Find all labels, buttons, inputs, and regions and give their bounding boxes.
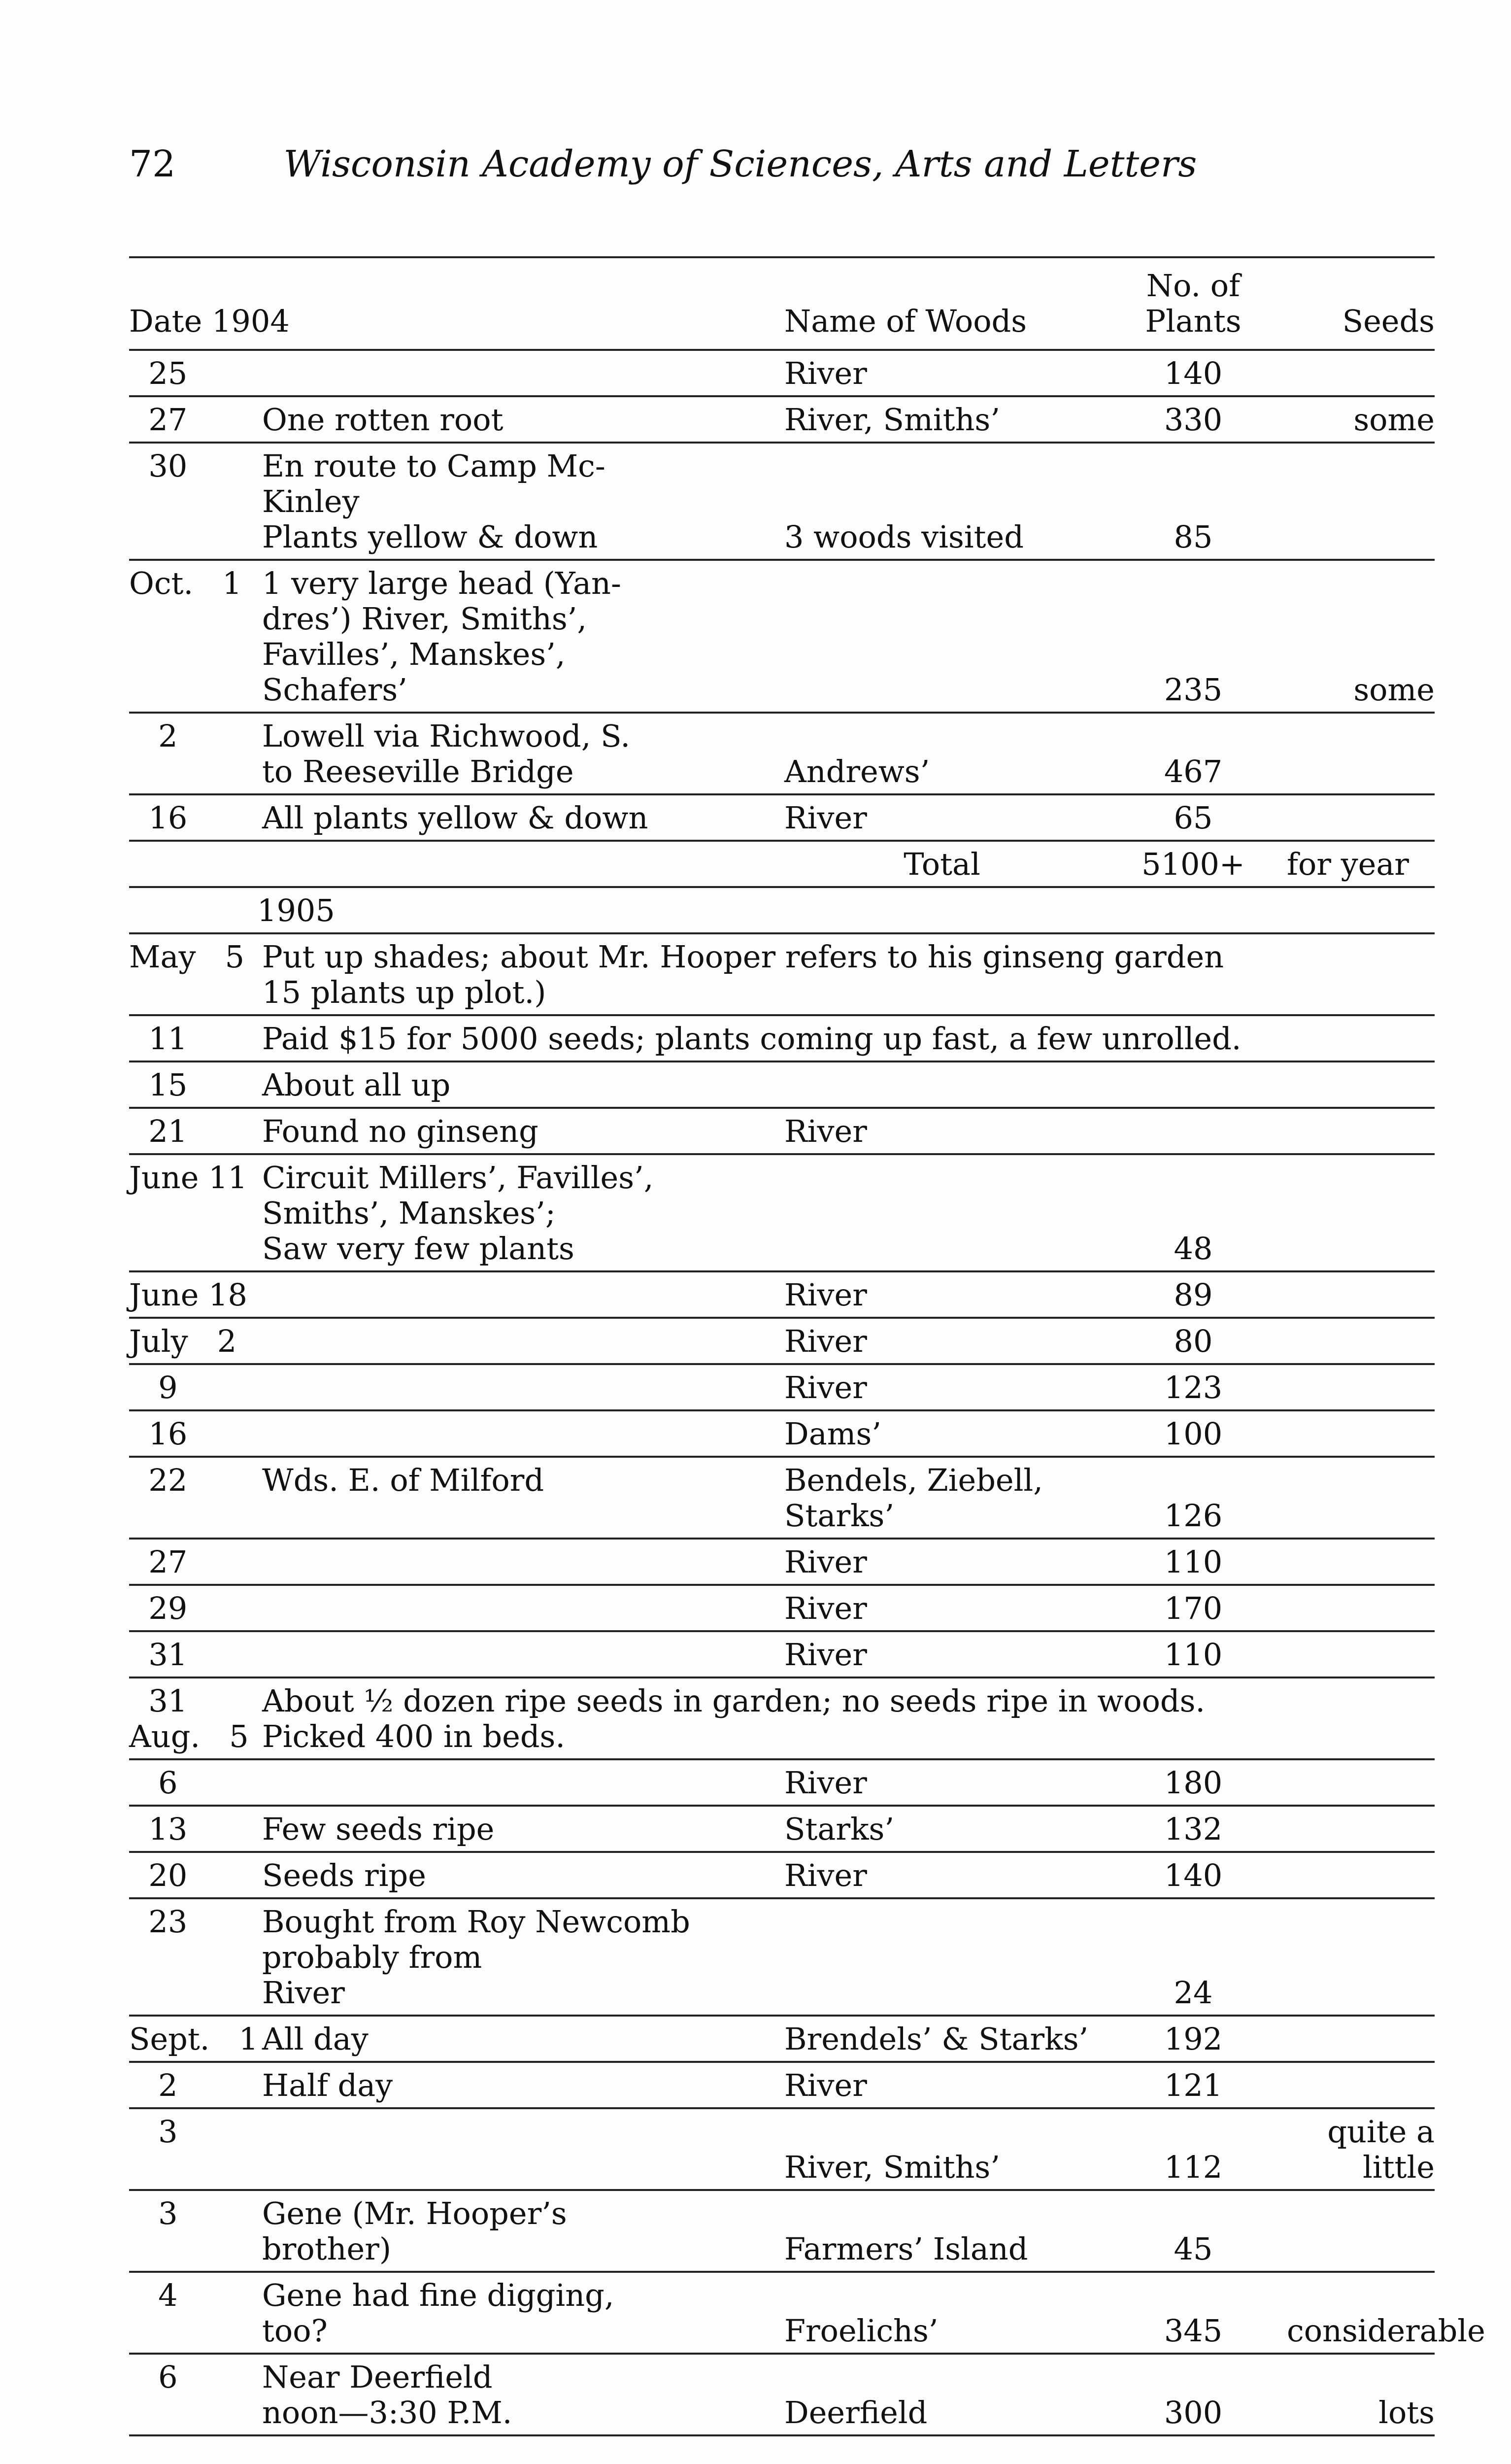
table-row bbox=[129, 2273, 1485, 2355]
row-date: 21 bbox=[129, 1113, 188, 1149]
row-date: 2 bbox=[129, 718, 178, 754]
row-date: 15 bbox=[129, 1067, 188, 1103]
row-note: Wds. E. of Milford bbox=[262, 1462, 544, 1498]
row-woods: Starks’ bbox=[784, 1811, 895, 1847]
row-plants: 345 bbox=[1164, 2313, 1223, 2349]
row-woods: 3 woods visited bbox=[784, 519, 1024, 555]
table-row bbox=[129, 1678, 1435, 1760]
col-plants: No. of Plants bbox=[1145, 268, 1242, 339]
row-date: 22 bbox=[129, 1462, 188, 1498]
row-woods: River, Smiths’ bbox=[784, 402, 1000, 438]
row-woods: River bbox=[784, 1765, 867, 1801]
row-plants: 80 bbox=[1174, 1323, 1213, 1359]
span-rows-1905b bbox=[129, 1678, 1435, 1760]
col-seeds: Seeds bbox=[1342, 303, 1435, 339]
table-row bbox=[129, 2355, 1435, 2436]
row-plants: 140 bbox=[1164, 1857, 1223, 1893]
row-note: Half day bbox=[262, 2067, 393, 2103]
table-row bbox=[129, 2191, 1435, 2273]
row-seeds: for year bbox=[1287, 846, 1409, 882]
row-woods: River bbox=[784, 1857, 867, 1893]
row-woods: River bbox=[784, 1590, 867, 1626]
row-plants: 5100+ bbox=[1142, 846, 1245, 882]
row-date: 31 Aug. 5 bbox=[129, 1683, 249, 1754]
row-date: 16 bbox=[129, 1416, 188, 1452]
table-row bbox=[129, 1062, 1435, 1109]
row-woods: Froelichs’ bbox=[784, 2313, 939, 2349]
table-row bbox=[129, 1272, 1435, 1319]
ginseng-table bbox=[129, 256, 1485, 2436]
row-date: 13 bbox=[129, 1811, 188, 1847]
col-woods: Name of Woods bbox=[784, 303, 1027, 339]
row-plants: 467 bbox=[1164, 753, 1223, 789]
row-woods: River, Smiths’ bbox=[784, 2149, 1000, 2185]
table-row bbox=[129, 1540, 1435, 1586]
page-number: 72 bbox=[129, 143, 176, 185]
row-seeds: some bbox=[1353, 672, 1435, 708]
row-plants: 121 bbox=[1164, 2067, 1223, 2103]
row-text: About all up bbox=[262, 1067, 451, 1103]
row-text: Put up shades; about Mr. Hooper refers to his ginseng garden 15 plants up plot.) bbox=[262, 939, 1224, 1010]
row-plants: 235 bbox=[1164, 672, 1223, 708]
table-row bbox=[129, 397, 1435, 444]
row-plants: 110 bbox=[1164, 1544, 1223, 1580]
column-headers bbox=[129, 258, 1435, 351]
row-date: 27 bbox=[129, 402, 188, 438]
table-row bbox=[129, 1411, 1435, 1458]
row-woods: Total bbox=[904, 846, 980, 882]
row-date: July 2 bbox=[129, 1323, 237, 1359]
row-woods: Farmers’ Island bbox=[784, 2231, 1028, 2267]
row-date: June 11 bbox=[129, 1160, 248, 1196]
row-date: 16 bbox=[129, 800, 188, 836]
row-plants: 89 bbox=[1174, 1277, 1213, 1313]
table-row bbox=[129, 1155, 1435, 1272]
row-plants: 48 bbox=[1174, 1231, 1213, 1266]
row-plants: 100 bbox=[1164, 1416, 1223, 1452]
row-note: All plants yellow & down bbox=[262, 800, 648, 836]
row-text: Paid $15 for 5000 seeds; plants coming up fast, a few unrolled. bbox=[262, 1021, 1242, 1057]
row-woods: River bbox=[784, 1113, 867, 1149]
year-row bbox=[129, 888, 1435, 934]
row-plants: 65 bbox=[1174, 800, 1213, 836]
row-woods: Dams’ bbox=[784, 1416, 881, 1452]
table-row bbox=[129, 1760, 1435, 1807]
row-seeds: considerable bbox=[1287, 2313, 1485, 2349]
row-woods: River bbox=[784, 1277, 867, 1313]
row-plants: 45 bbox=[1174, 2231, 1213, 2267]
row-note: Seeds ripe bbox=[262, 1857, 426, 1893]
row-note: Circuit Millers’, Favilles’, Smiths’, Manskes’; Saw very few plants bbox=[262, 1160, 654, 1266]
row-plants: 112 bbox=[1164, 2149, 1223, 2185]
table-row bbox=[129, 1632, 1435, 1678]
page-header bbox=[129, 143, 1197, 185]
row-plants: 192 bbox=[1164, 2021, 1223, 2057]
row-date: 6 bbox=[129, 1765, 178, 1801]
row-date: 30 bbox=[129, 448, 188, 484]
row-woods: Deerfield bbox=[784, 2395, 928, 2430]
table-row bbox=[129, 351, 1435, 397]
row-date: 4 bbox=[129, 2277, 178, 2313]
table-row bbox=[129, 2063, 1435, 2109]
row-text: About ½ dozen ripe seeds in garden; no seeds ripe in woods. Picked 400 in beds. bbox=[262, 1683, 1206, 1754]
table-row bbox=[129, 795, 1435, 842]
table-row bbox=[129, 1319, 1435, 1365]
table-row bbox=[129, 1899, 1435, 2017]
row-date: 11 bbox=[129, 1021, 188, 1057]
row-plants: 85 bbox=[1174, 519, 1213, 555]
table-row bbox=[129, 1016, 1435, 1062]
rows-1905b bbox=[129, 1760, 1485, 2436]
row-date: 29 bbox=[129, 1590, 188, 1626]
row-plants: 110 bbox=[1164, 1637, 1223, 1673]
row-plants: 140 bbox=[1164, 355, 1223, 391]
row-woods: River bbox=[784, 2067, 867, 2103]
row-date: 23 bbox=[129, 1904, 188, 1940]
row-plants: 132 bbox=[1164, 1811, 1223, 1847]
row-seeds: some bbox=[1353, 402, 1435, 438]
row-plants: 24 bbox=[1174, 1975, 1213, 2011]
row-woods: River bbox=[784, 1369, 867, 1405]
row-plants: 123 bbox=[1164, 1369, 1223, 1405]
row-note: Lowell via Richwood, S. to Reeseville Bridge bbox=[262, 718, 631, 789]
row-date: 20 bbox=[129, 1857, 188, 1893]
row-woods: River bbox=[784, 800, 867, 836]
table-row bbox=[129, 1458, 1435, 1540]
row-note: Gene had fine digging, too? bbox=[262, 2277, 614, 2349]
table-row bbox=[129, 1807, 1435, 1853]
table-row bbox=[129, 714, 1435, 795]
table-row bbox=[129, 1109, 1435, 1155]
row-date: 31 bbox=[129, 1637, 188, 1673]
running-title: Wisconsin Academy of Sciences, Arts and Letters bbox=[283, 143, 1197, 185]
year-label: 1905 bbox=[257, 892, 335, 928]
row-note: All day bbox=[262, 2021, 369, 2057]
table-row bbox=[129, 444, 1435, 561]
row-woods: Bendels, Ziebell, Starks’ bbox=[784, 1462, 1043, 1534]
row-date: Oct. 1 bbox=[129, 565, 242, 601]
span-rows-1905 bbox=[129, 934, 1435, 1109]
rows-1905 bbox=[129, 1109, 1435, 1678]
row-note: 1 very large head (Yan- dres’) River, Smiths’, Favilles’, Manskes’, Schafers’ bbox=[262, 565, 621, 708]
row-plants: 180 bbox=[1164, 1765, 1223, 1801]
table-row bbox=[129, 1365, 1435, 1411]
table-row bbox=[129, 2109, 1435, 2191]
row-plants: 300 bbox=[1164, 2395, 1223, 2430]
table-row bbox=[129, 1586, 1435, 1632]
col-date: Date 1904 bbox=[129, 303, 290, 339]
row-date: 25 bbox=[129, 355, 188, 391]
row-date: 9 bbox=[129, 1369, 178, 1405]
row-seeds: lots bbox=[1378, 2395, 1435, 2430]
row-woods: River bbox=[784, 1323, 867, 1359]
row-note: Gene (Mr. Hooper’s brother) bbox=[262, 2195, 567, 2267]
table-row bbox=[129, 934, 1435, 1016]
rows-1904 bbox=[129, 351, 1435, 888]
row-date: 3 bbox=[129, 2114, 178, 2150]
row-woods: Andrews’ bbox=[784, 753, 930, 789]
row-plants: 126 bbox=[1164, 1498, 1223, 1534]
row-note: Near Deerfield noon—3:30 P.M. bbox=[262, 2359, 512, 2430]
row-woods: Brendels’ & Starks’ bbox=[784, 2021, 1089, 2057]
row-note: Few seeds ripe bbox=[262, 1811, 495, 1847]
row-woods: River bbox=[784, 355, 867, 391]
table-row bbox=[129, 561, 1435, 714]
row-plants: 170 bbox=[1164, 1590, 1223, 1626]
table-row bbox=[129, 842, 1435, 888]
row-date: 6 bbox=[129, 2359, 178, 2395]
row-woods: River bbox=[784, 1637, 867, 1673]
row-note: En route to Camp Mc- Kinley Plants yellow & down bbox=[262, 448, 605, 555]
row-date: 27 bbox=[129, 1544, 188, 1580]
row-date: 3 bbox=[129, 2195, 178, 2231]
row-seeds: quite a little bbox=[1327, 2114, 1435, 2185]
row-note: Bought from Roy Newcomb probably from River bbox=[262, 1904, 690, 2011]
row-date: Sept. 1 bbox=[129, 2021, 259, 2057]
table-row bbox=[129, 1853, 1435, 1899]
row-date: June 18 bbox=[129, 1277, 248, 1313]
row-plants: 330 bbox=[1164, 402, 1223, 438]
row-note: One rotten root bbox=[262, 402, 504, 438]
table-row bbox=[129, 2017, 1435, 2063]
row-date: May 5 bbox=[129, 939, 245, 975]
row-date: 2 bbox=[129, 2067, 178, 2103]
row-woods: River bbox=[784, 1544, 867, 1580]
row-note: Found no ginseng bbox=[262, 1113, 538, 1149]
